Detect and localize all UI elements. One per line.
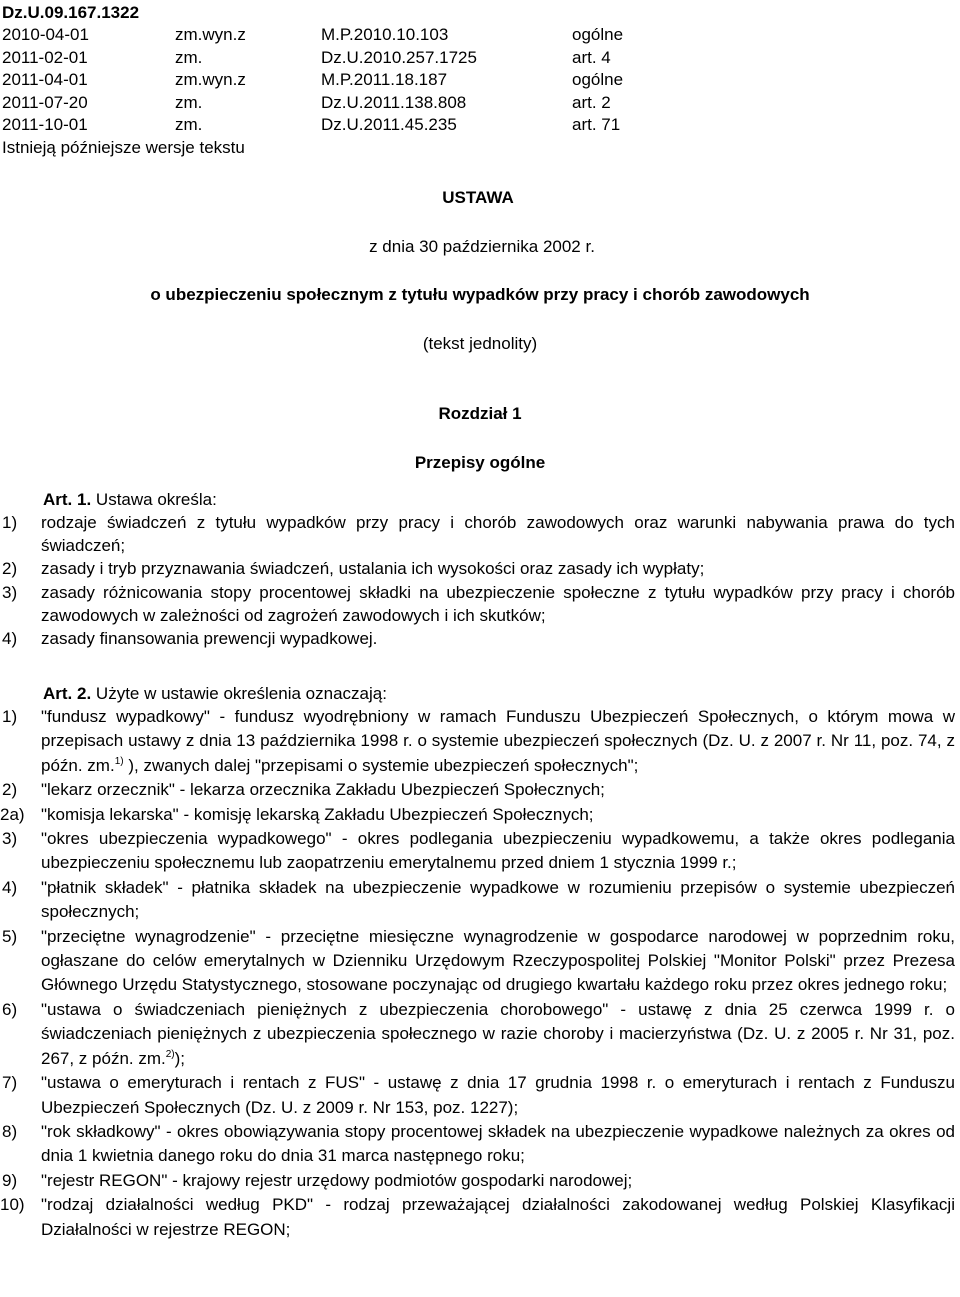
item-number: 3) [2,829,18,849]
history-date: 2010-04-01 [2,25,89,44]
item-text: zasady finansowania prewencji wypadkowej. [41,629,378,649]
list-item [0,827,955,876]
act-title: o ubezpieczeniu społecznym z tytułu wypadków przy pracy i chorób zawodowych [150,285,810,304]
item-text: "lekarz orzecznik" - lekarza orzecznika Zakładu Ubezpieczeń Społecznych; [41,780,605,800]
list-item [0,778,955,802]
item-text: "ustawa o świadczeniach pieniężnych z ubezpieczenia chorobowego" - ustawę z dnia 25 czerwca 1999 r. o świadczeniach pieniężnych z ubezpieczenia społecznego w razie choroby i macierzyństwa (Dz. U. z 2005 r. Nr 31, poz. 267, z późn. zm. [41,999,955,1068]
item-number: 4) [2,629,18,649]
item-number: 2) [2,559,18,579]
consolidated-text-note: (tekst jednolity) [422,334,538,353]
chapter-heading: Rozdział 1 [438,404,522,423]
history-kind: zm.wyn.z [175,70,246,90]
history-scope: ogólne [572,25,624,44]
item-text: "przeciętne wynagrodzenie" - przeciętne miesięczne wynagrodzenie w gospodarce narodowej w poprzednim roku, ogłaszane do celów emerytalnych w Dzienniku Urzędowym Rzeczypospolitej Polskiej "Monitor Polski" przez Prezesa Głównego Urzędu Statystycznego, stosowane poczynając od drugiego kwartału każdego roku przez okres jednego roku; [41,926,955,995]
item-text: "płatnik składek" - płatnika składek na ubezpieczenie wypadkowe w rozumieniu przepisów o systemie ubezpieczeń społecznych; [41,877,955,922]
list-item [0,876,955,925]
footnote-ref: 2) [165,1048,175,1060]
list-item [0,581,955,627]
item-number: 9) [2,1170,18,1190]
list-item [0,557,955,580]
history-date: 2011-07-20 [2,92,88,112]
item-text: "rejestr REGON" - krajowy rejestr urzędowy podmiotów gospodarki narodowej; [41,1170,633,1190]
document-id: Dz.U.09.167.1322 [2,3,140,22]
list-item [0,998,955,1071]
act-date: z dnia 30 października 2002 r. [369,237,595,256]
history-source: M.P.2010.10.103 [321,25,449,44]
history-kind: zm. [175,47,203,67]
list-item [0,705,955,778]
item-text: zasady różnicowania stopy procentowej składki na ubezpieczenie społeczne z tytułu wypadków przy pracy i chorób zawodowych w zależności od zagrożeń zawodowych i ich skutków; [41,582,955,625]
item-text: "rok składkowy" - okres obowiązywania stopy procentowej składek na ubezpieczenie wypadkowe należnych za okres od dnia 1 kwietnia danego roku do dnia 31 marca następnego roku; [41,1121,955,1166]
article-2-heading [43,682,955,705]
item-number: 5) [2,926,18,946]
item-number: 7) [2,1073,18,1093]
history-kind: zm. [175,92,203,112]
history-source: Dz.U.2010.257.1725 [321,47,477,67]
item-text: "ustawa o emeryturach i rentach z FUS" - ustawę z dnia 17 grudnia 1998 r. o emeryturach i rentach z Funduszu Ubezpieczeń Społecznych (Dz. U. z 2009 r. Nr 153, poz. 1227); [41,1073,955,1117]
footnote-ref: 1) [114,755,124,767]
article-1-heading [43,488,955,511]
later-versions-note: Istnieją późniejsze wersje tekstu [2,138,245,157]
item-number: 2a) [0,804,25,824]
history-source: Dz.U.2011.45.235 [321,115,457,135]
history-date: 2011-04-01 [2,70,88,90]
article-1-label: Art. 1. [43,490,92,509]
item-text-cont: ), zwanych dalej "przepisami o systemie ubezpieczeń społecznych"; [123,755,639,775]
history-date: 2011-10-01 [2,115,88,135]
history-scope: art. 71 [572,115,621,135]
item-text: rodzaje świadczeń z tytułu wypadków przy pracy i chorób zawodowych oraz warunki nabywania prawa do tych świadczeń; [41,513,955,556]
article-2-label: Art. 2. [43,684,92,703]
item-number: 6) [2,999,18,1019]
item-number: 1) [2,707,18,726]
list-item [0,803,955,827]
history-scope: art. 4 [572,47,611,67]
item-number: 4) [2,877,18,897]
act-type-heading: USTAWA [442,188,514,207]
item-text: "okres ubezpieczenia wypadkowego" - okres podlegania ubezpieczeniu wypadkowemu, a także okres podlegania ubezpieczeniu społecznemu lub zaopatrzeniu emerytalnemu przed dniem 1 stycznia 1999 r.; [41,829,955,873]
history-date: 2011-02-01 [2,47,88,67]
item-text: zasady i tryb przyznawania świadczeń, ustalania ich wysokości oraz zasady ich wypłaty; [41,559,705,579]
history-scope: art. 2 [572,92,611,112]
article-2-intro: Użyte w ustawie określenia oznaczają: [91,684,387,703]
article-1-list [0,511,955,650]
item-text-cont: ); [174,1048,186,1068]
history-source: Dz.U.2011.138.808 [321,92,467,112]
item-number: 2) [2,780,18,800]
item-number: 1) [2,513,18,532]
article-1-intro: Ustawa określa: [91,490,217,509]
list-item [0,1193,955,1242]
list-item [0,1071,955,1120]
list-item [0,925,955,998]
list-item [0,627,955,650]
article-2-list [0,705,955,1242]
item-number: 3) [2,582,18,602]
history-scope: ogólne [572,70,624,90]
item-number: 10) [0,1195,25,1215]
item-number: 8) [2,1121,18,1141]
history-kind: zm. [175,115,203,135]
item-text: "rodzaj działalności według PKD" - rodzaj przeważającej działalności zakodowanej według Polskiej Klasyfikacji Działalności w rejestrze REGON; [41,1195,955,1239]
history-source: M.P.2011.18.187 [321,70,448,90]
chapter-title: Przepisy ogólne [414,453,546,472]
list-item [0,1169,955,1193]
item-text: "fundusz wypadkowy" - fundusz wyodrębniony w ramach Funduszu Ubezpieczeń Społecznych, o którym mowa w przepisach ustawy z dnia 13 października 1998 r. o systemie ubezpieczeń społecznych (Dz. U. z 2007 r. Nr 11, poz. 74, z późn. zm. [41,707,955,775]
item-text: "komisja lekarska" - komisję lekarską Zakładu Ubezpieczeń Społecznych; [41,804,594,824]
list-item [0,1120,955,1169]
list-item [0,511,955,557]
history-kind: zm.wyn.z [175,25,246,44]
